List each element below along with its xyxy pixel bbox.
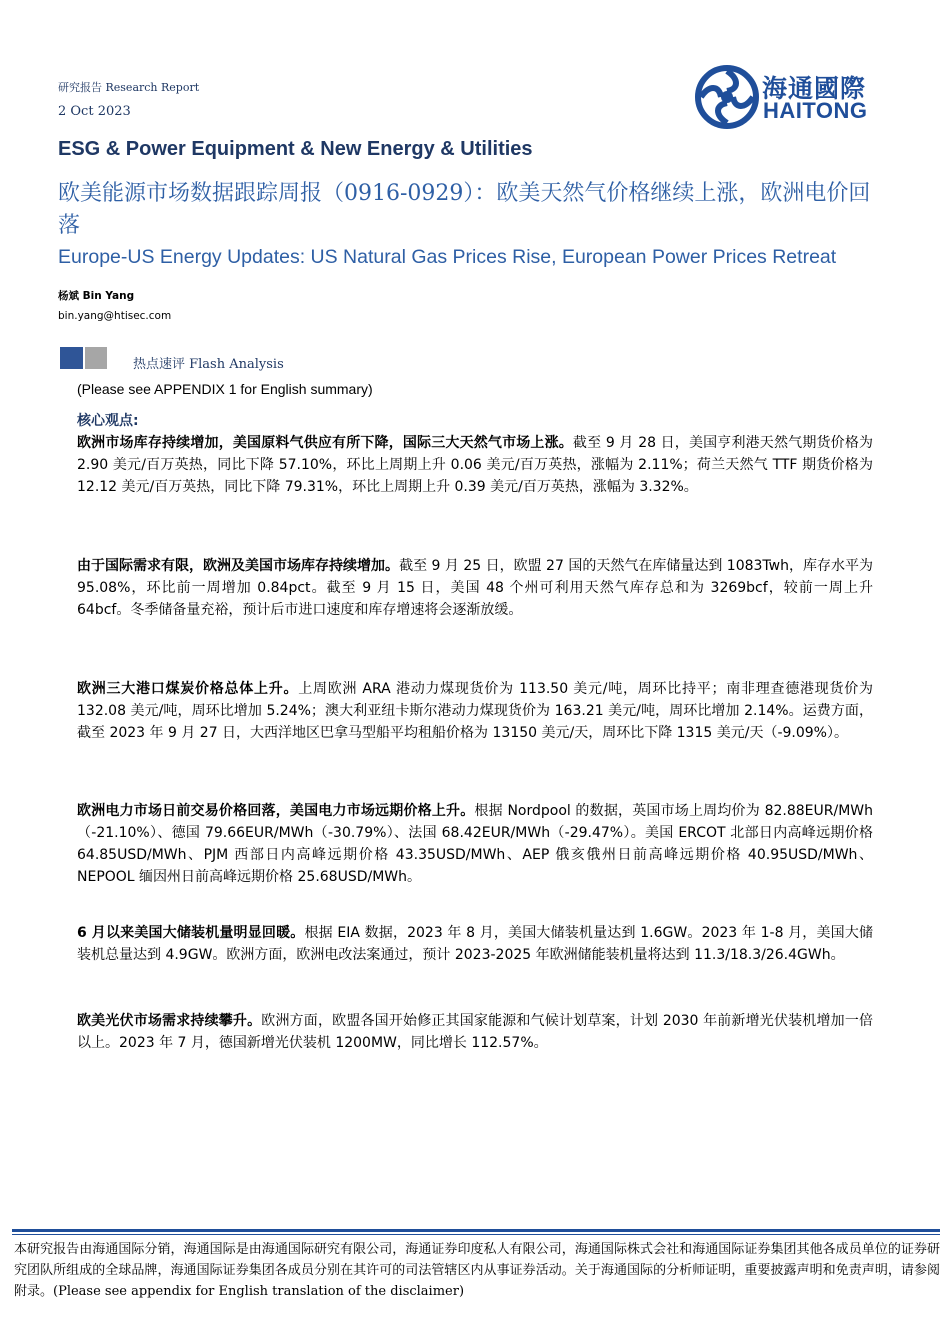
footer-divider-thick (12, 1229, 940, 1232)
logo-chinese-text: 海通國際 (762, 74, 867, 103)
disclaimer-text: 本研究报告由海通国际分销，海通国际是由海通国际研究有限公司，海通证券印度私人有限公司，海通国际株式会社和海通国际证券集团其他各成员单位的证券研究团队所组成的全球品牌，海通国际证券集团各成员分别在其许可的司法管辖区内从事证券活动。关于海通国际的分析师证明，重要披露声明和免责声明，请参阅附录。(Please see appendix for English translation of the disclaimer) (14, 1242, 940, 1299)
paragraph-inventory (77, 555, 873, 621)
paragraph-lead: 欧洲电力市场日前交易价格回落，美国电力市场远期价格上升。 (77, 803, 475, 819)
flash-marker-blue (60, 347, 83, 369)
flash-marker-gray (85, 347, 107, 369)
sector-heading: ESG & Power Equipment & New Energy & Utilities (58, 138, 533, 160)
paragraph-lead: 欧美光伏市场需求持续攀升。 (77, 1013, 262, 1029)
paragraph-lead: 欧洲市场库存持续增加，美国原料气供应有所下降，国际三大天然气市场上涨。 (77, 435, 573, 451)
paragraph-body: 截至 9 月 28 日，美国亨利港天然气期货价格为 2.90 美元/百万英热，同比下降 57.10%，环比上周期上升 0.06 美元/百万英热，涨幅为 2.11%；荷兰天然气 TTF 期货价格为 12.12 美元/百万英热，同比下降 79.31%，环比上周期上升 0.39 美元/百万英热，涨幅为 3.32%。 (77, 435, 873, 495)
title-english: Europe-US Energy Updates: US Natural Gas Prices Rise, European Power Prices Retreat (58, 246, 837, 268)
core-views-heading: 核心观点: (77, 413, 139, 429)
paragraph-storage (77, 922, 873, 966)
author-email[interactable]: bin.yang@htisec.com (58, 310, 172, 322)
paragraph-solar (77, 1010, 873, 1054)
paragraph-coal (77, 678, 873, 744)
paragraph-lead: 6 月以来美国大储装机量明显回暖。 (77, 925, 305, 941)
haitong-emblem-icon (695, 65, 759, 129)
report-date: 2 Oct 2023 (58, 104, 131, 119)
flash-analysis-label: 热点速评 Flash Analysis (133, 357, 284, 372)
paragraph-lead: 由于国际需求有限，欧洲及美国市场库存持续增加。 (77, 558, 400, 574)
paragraph-body: 上周欧洲 ARA 港动力煤现货价为 113.50 美元/吨，周环比持平；南非理查德港现货价为 132.08 美元/吨，周环比增加 5.24%；澳大利亚纽卡斯尔港动力煤现货价为 163.21 美元/吨，周环比增加 2.14%。运费方面，截至 2023 年 9 月 27 日，大西洋地区巴拿马型船平均租船价格为 13150 美元/天，周环比下降 1315 美元/天（-9.09%）。 (77, 681, 873, 741)
appendix-note: (Please see APPENDIX 1 for English summary) (77, 381, 373, 397)
report-type-label: 研究报告 Research Report (58, 81, 200, 94)
logo-english-text: HAITONG (763, 98, 868, 123)
paragraph-body: 根据 EIA 数据，2023 年 8 月，美国大储装机量达到 1.6GW。2023 年 1-8 月，美国大储装机总量达到 4.9GW。欧洲方面，欧洲电改法案通过，预计 2023-2025 年欧洲储能装机量将达到 11.3/18.3/26.4GWh。 (77, 925, 873, 963)
title-chinese: 欧美能源市场数据跟踪周报（0916-0929）：欧美天然气价格继续上涨，欧洲电价回落 (58, 181, 871, 238)
footer-divider-thin (12, 1234, 940, 1235)
paragraph-body: 欧洲方面，欧盟各国开始修正其国家能源和气候计划草案，计划 2030 年前新增光伏装机增加一倍以上。2023 年 7 月，德国新增光伏装机 1200MW，同比增长 112.57%。 (77, 1013, 873, 1051)
paragraph-power (77, 800, 873, 888)
author-name: 杨斌 Bin Yang (58, 290, 135, 302)
paragraph-body: 根据 Nordpool 的数据，英国市场上周均价为 82.88EUR/MWh（-21.10%）、德国 79.66EUR/MWh（-30.79%）、法国 68.42EUR/MWh（-29.47%）。美国 ERCOT 北部日内高峰远期价格 64.85USD/MWh、PJM 西部日内高峰远期价格 43.35USD/MWh、AEP 俄亥俄州日前高峰远期价格 40.95USD/MWh、NEPOOL 缅因州日前高峰远期价格 25.68USD/MWh。 (77, 803, 874, 885)
paragraph-lead: 欧洲三大港口煤炭价格总体上升。 (77, 681, 299, 697)
haitong-logo (695, 63, 895, 133)
paragraph-natural-gas (77, 432, 873, 498)
paragraph-body: 截至 9 月 25 日，欧盟 27 国的天然气在库储量达到 1083Twh，库存水平为 95.08%，环比前一周增加 0.84pct。截至 9 月 15 日，美国 48 个州可利用天然气库存总和为 3269bcf，较前一周上升 64bcf。冬季储备量充裕，预计后市进口速度和库存增速将会逐渐放缓。 (77, 558, 874, 618)
